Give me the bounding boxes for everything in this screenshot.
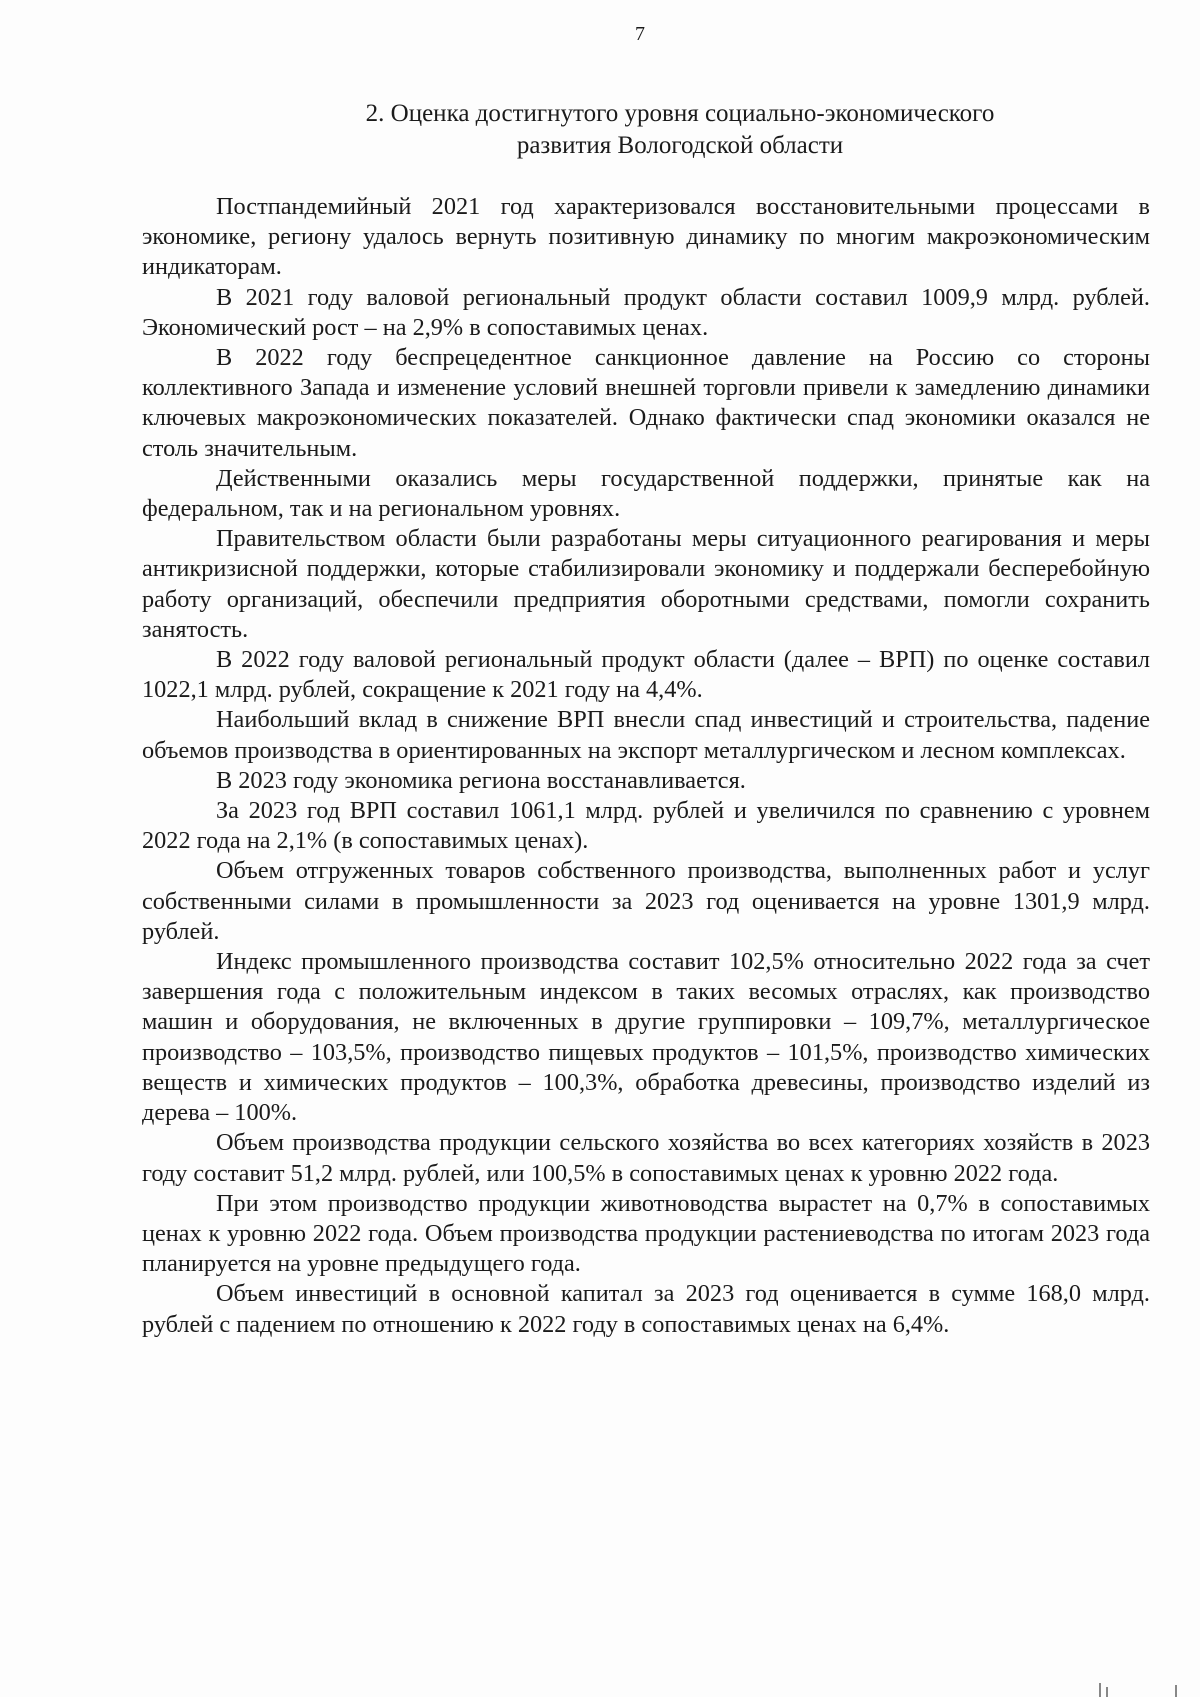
scan-edge-mark [1175,1685,1177,1697]
paragraph: При этом производство продукции животноводства вырастет на 0,7% в сопоставимых ценах к уровню 2022 года. Объем производства продукции растениеводства по итогам 2023 года планируется на уровне предыдущего года. [142,1189,1150,1278]
paragraph: В 2022 году валовой региональный продукт области (далее – ВРП) по оценке составил 1022,1 млрд. рублей, сокращение к 2021 году на 4,4%. [142,646,1150,704]
paragraph: Наибольший вклад в снижение ВРП внесли спад инвестиций и строительства, падение объемов производства в ориентированных на экспорт металлургическом и лесном комплексах. [142,706,1150,764]
section-heading-line-2: развития Вологодской области [516,132,844,159]
paragraph: Правительством области были разработаны меры ситуационного реагирования и меры антикризисной поддержки, которые стабилизировали экономику и поддержали бесперебойную работу организаций, обеспечили предприятия оборотными средствами, помогли сохранить занятость. [142,525,1150,643]
body-text [142,192,1150,1340]
paragraph: В 2022 году беспрецедентное санкционное давление на Россию со стороны коллективного Запада и изменение условий внешней торговли привели к замедлению динамики ключевых макроэкономических показателей. Однако фактически спад экономики оказался не столь значительным. [142,344,1150,462]
section-heading [290,98,1070,162]
scan-edge-mark [1099,1683,1101,1697]
page-number: 7 [635,23,645,45]
paragraph: В 2023 году экономика региона восстанавливается. [216,766,746,794]
paragraph: Постпандемийный 2021 год характеризовался восстановительными процессами в экономике, региону удалось вернуть позитивную динамику по многим макроэкономическим индикаторам. [142,193,1150,281]
paragraph: Объем инвестиций в основной капитал за 2023 год оценивается в сумме 168,0 млрд. рублей с падением по отношению к 2022 году в сопоставимых ценах на 6,4%. [142,1280,1150,1338]
paragraph: За 2023 год ВРП составил 1061,1 млрд. рублей и увеличился по сравнению с уровнем 2022 года на 2,1% (в сопоставимых ценах). [142,797,1150,855]
paragraph: Объем производства продукции сельского хозяйства во всех категориях хозяйств в 2023 году составит 51,2 млрд. рублей, или 100,5% в сопоставимых ценах к уровню 2022 года. [142,1129,1150,1187]
paragraph: Действенными оказались меры государственной поддержки, принятые как на федеральном, так и на региональном уровнях. [142,464,1150,523]
scan-edge-mark [1106,1687,1108,1697]
paragraph: В 2021 году валовой региональный продукт области составил 1009,9 млрд. рублей. Экономический рост – на 2,9% в сопоставимых ценах. [142,283,1150,341]
paragraph: Индекс промышленного производства составит 102,5% относительно 2022 года за счет завершения года с положительным индексом в таких весомых отраслях, как производство машин и оборудования, не включенных в другие группировки – 109,7%, металлургическое производство – 103,5%, производство пищевых продуктов – 101,5%, производство химических веществ и химических продуктов – 100,3%, обработка древесины, производство изделий из дерева – 100%. [142,948,1150,1127]
section-heading-line-1: 2. Оценка достигнутого уровня социально-экономического [365,100,995,127]
paragraph: Объем отгруженных товаров собственного производства, выполненных работ и услуг собственными силами в промышленности за 2023 год оценивается на уровне 1301,9 млрд. рублей. [142,857,1150,945]
